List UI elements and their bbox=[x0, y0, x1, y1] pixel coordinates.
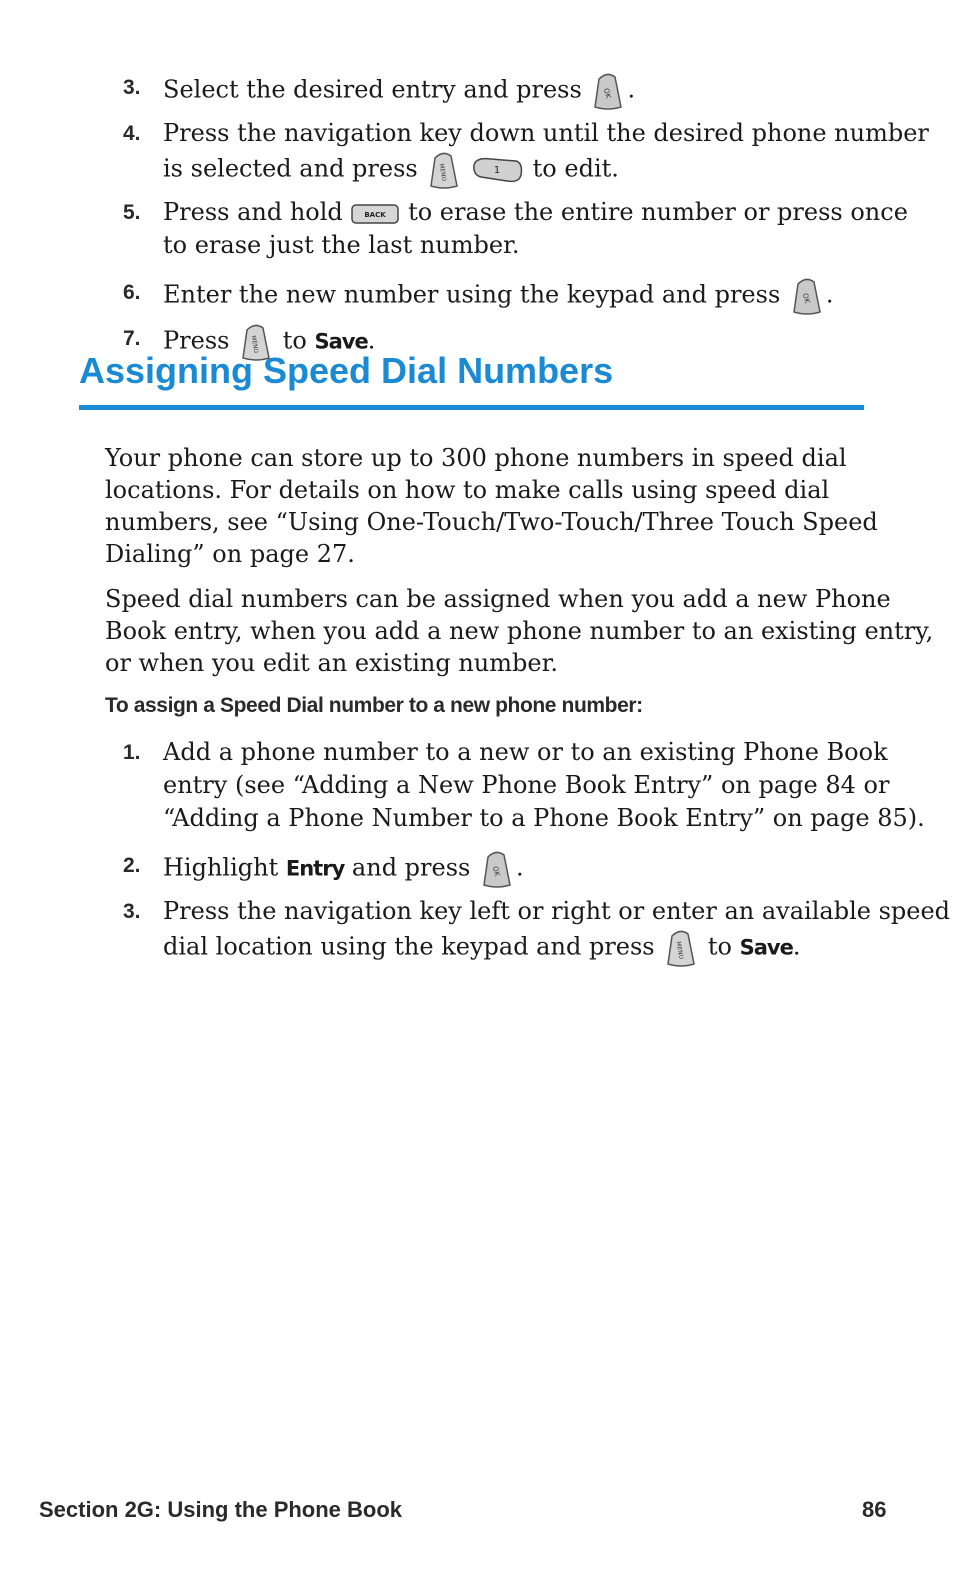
save-label: Save bbox=[314, 329, 368, 354]
page-number: 86 bbox=[862, 1497, 887, 1522]
ok-key-icon bbox=[478, 849, 516, 889]
ok-key-icon bbox=[788, 276, 826, 316]
body-paragraph bbox=[105, 442, 878, 570]
back-key-label: BACK bbox=[364, 210, 387, 219]
ok-key-label: OK bbox=[602, 87, 613, 100]
menu-key-label: MENU bbox=[674, 940, 685, 960]
entry-label: Entry bbox=[285, 856, 345, 881]
step-text bbox=[163, 196, 908, 262]
step-text bbox=[163, 849, 883, 889]
back-key-icon bbox=[350, 201, 400, 227]
step-text-part: to edit. bbox=[532, 154, 619, 183]
step-text bbox=[163, 276, 883, 316]
step-text bbox=[163, 117, 929, 190]
step-text-part: entry (see “Adding a New Phone Book Entry” on page 84 or bbox=[163, 771, 890, 799]
section-heading: Assigning Speed Dial Numbers bbox=[79, 350, 614, 391]
paragraph-line: Book entry, when you add a new phone number to an existing entry, bbox=[105, 617, 934, 645]
step-text-part: is selected and press bbox=[163, 154, 418, 183]
menu-key-label: MENU bbox=[437, 162, 448, 182]
save-label: Save bbox=[739, 935, 793, 960]
step-text-part: Press and hold bbox=[163, 198, 343, 226]
step-text-part: . bbox=[367, 326, 376, 355]
menu-key-icon bbox=[662, 928, 700, 968]
step-number: 4. bbox=[123, 122, 141, 145]
step-text-part: dial location using the keypad and press bbox=[163, 932, 655, 961]
paragraph-line: or when you edit an existing number. bbox=[105, 649, 559, 677]
step-text-part: “Adding a Phone Number to a Phone Book Entry” on page 85). bbox=[163, 804, 925, 832]
step-text-part: . bbox=[516, 853, 524, 882]
step-text-part: Press the navigation key down until the desired phone number bbox=[163, 119, 929, 147]
step-text bbox=[163, 736, 925, 835]
step-text-part: . bbox=[825, 280, 834, 309]
step-text-part: Add a phone number to a new or to an existing Phone Book bbox=[163, 738, 888, 766]
step-text-part: Press the navigation key left or right or enter an available speed bbox=[163, 897, 951, 925]
body-paragraph bbox=[105, 583, 934, 679]
step-text-part: . bbox=[627, 75, 636, 104]
step-number: 2. bbox=[123, 854, 141, 877]
step-text-part: to bbox=[282, 326, 307, 355]
menu-key-label: MENU bbox=[249, 334, 260, 354]
menu-key-icon bbox=[425, 150, 463, 190]
paragraph-line: numbers, see “Using One-Touch/Two-Touch/Three Touch Speed bbox=[105, 508, 878, 536]
step-text-part: Select the desired entry and press bbox=[163, 75, 582, 104]
step-number: 3. bbox=[123, 900, 141, 923]
step-text-part: . bbox=[792, 932, 801, 961]
step-text-part: to bbox=[707, 932, 732, 961]
ok-key-label: OK bbox=[800, 292, 812, 305]
paragraph-line: Dialing” on page 27. bbox=[105, 540, 355, 568]
ok-key-label: OK bbox=[490, 865, 502, 878]
step-number: 5. bbox=[123, 201, 141, 224]
paragraph-line: Your phone can store up to 300 phone numbers in speed dial bbox=[105, 444, 847, 472]
one-key-label: 1 bbox=[493, 165, 501, 176]
paragraph-line: locations. For details on how to make calls using speed dial bbox=[105, 476, 830, 504]
one-key-icon bbox=[471, 155, 525, 185]
step-number: 6. bbox=[123, 281, 141, 304]
step-text-part: Press bbox=[163, 326, 230, 355]
step-text bbox=[163, 895, 951, 968]
procedure-subheading: To assign a Speed Dial number to a new phone number: bbox=[105, 694, 643, 717]
ok-key-icon bbox=[589, 71, 627, 111]
step-number: 1. bbox=[123, 741, 141, 764]
footer-section-title: Section 2G: Using the Phone Book bbox=[39, 1497, 403, 1522]
step-number: 3. bbox=[123, 76, 141, 99]
step-number: 7. bbox=[123, 327, 141, 350]
step-text bbox=[163, 71, 883, 111]
step-text-part: Highlight bbox=[163, 853, 279, 882]
step-text-part: Enter the new number using the keypad and press bbox=[163, 280, 781, 309]
heading-rule bbox=[79, 405, 864, 410]
step-text-part: and press bbox=[351, 853, 471, 882]
paragraph-line: Speed dial numbers can be assigned when you add a new Phone bbox=[105, 585, 891, 613]
step-text-part: to erase just the last number. bbox=[163, 231, 520, 259]
step-text-part: to erase the entire number or press once bbox=[408, 198, 908, 226]
